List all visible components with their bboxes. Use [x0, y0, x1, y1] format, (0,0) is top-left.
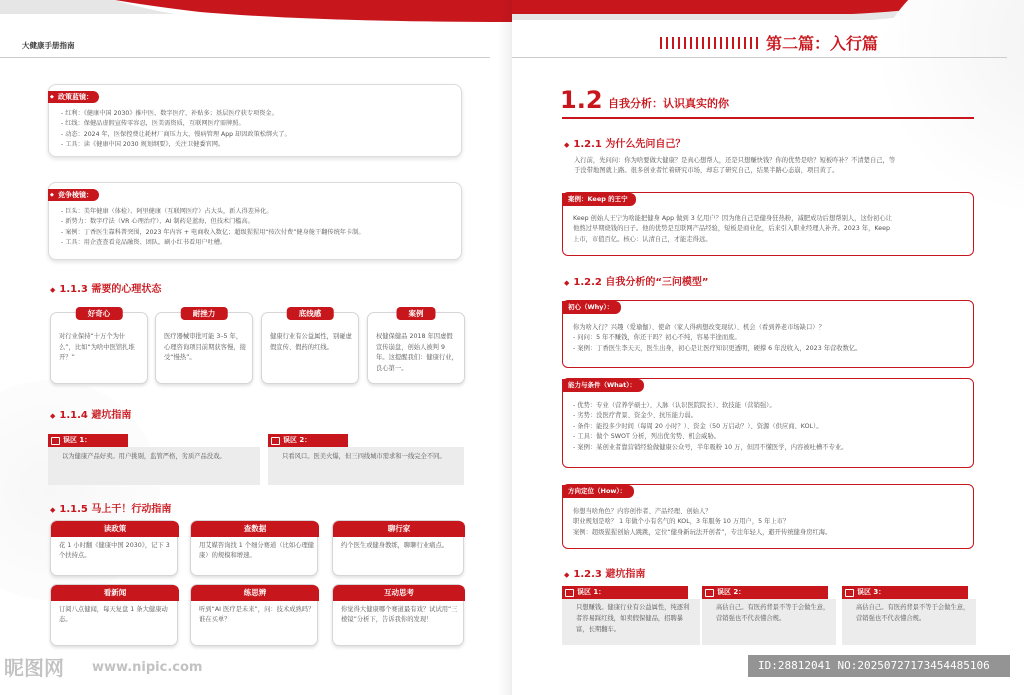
why-label: 初心（Why）： — [562, 301, 621, 314]
card-case — [367, 309, 465, 384]
action-card-read-policy — [50, 520, 178, 576]
header-rule — [0, 57, 490, 58]
what-text: - 优势：专业（营养学硕士）、人脉（认识医院院长）、软技能（营销强）。 - 劣势：没医疗背景、资金少、抗压能力弱。 - 条件：能投多少时间（每周 20 小时？）、资金（50 万启动？）、资源（供应商、KOL）。 - 工具：做个 SWOT 分析，列出优劣势、机会威胁。 - 案例：某创业者靠营销经验做健康公众号，半年吸粉 10 万，但因不懂医学，内容被吐槽不专业。 — [573, 402, 848, 451]
bg-swirl — [872, 0, 1024, 220]
keep-case-tag: 案例：Keep 的王宁 — [562, 193, 636, 206]
action-card-interactive — [332, 584, 464, 646]
intro-paragraph: 入行前，先问问：你为啥要做大健康？是真心想帮人，还是只想赚快钱？你的优势是啥？短板咋补？不清楚自己，等 于没带地图就上路。很多创业者忙着研究市场，却忘了研究自己，结果半路心态崩，项目黄了。 — [574, 157, 896, 175]
section-title-1-1-4: ◆ 1.1.4 避坑指南 — [50, 410, 132, 421]
action-card-news — [50, 584, 178, 646]
card-bottom-line — [261, 309, 359, 384]
section-title-1-1-3: ◆ 1.1.3 需要的心理状态 — [50, 284, 162, 295]
card-title: 聊行家 — [333, 521, 465, 537]
how-text: 你想当啥角色？内容创作者、产品经理、创始人？ 职业规划是啥？ 1 年做个小有名气的 KOL，3 年服务 10 万用户，5 年上市？ 案例：超级猩猩创始人跳跳，定位“健身新玩法开创者”，专注年轻人，避开传统健身房红海。 — [573, 508, 832, 536]
card-title: 查数据 — [191, 521, 319, 537]
watermark-id: ID:28812041 NO:20250727173454485106 — [748, 655, 1010, 677]
policy-tag: ◆ 政策蓝镜： — [48, 91, 99, 103]
myth-tag-1: 误区 1： — [48, 434, 128, 447]
card-text: 健康行业有公益属性，别碰虚假宣传、假药的红线。 — [270, 333, 352, 351]
section-title-1-2-3: ◆ 1.2.3 避坑指南 — [564, 569, 646, 580]
policy-box — [48, 84, 462, 157]
chapter-rule — [562, 117, 974, 119]
myth-tag-3: 误区 3： — [842, 586, 968, 599]
stripe-decoration — [660, 37, 760, 49]
keep-case-box — [562, 192, 974, 256]
right-page — [512, 0, 1024, 695]
chapter-number: 1.2 — [560, 86, 603, 114]
card-text: 听到“AI 医疗是未来”，问：技术成熟吗？谁在买单？ — [199, 606, 315, 624]
myth-text-3: 高估自己。有医药背景不等于会做生意，营销强也不代表懂合规。 — [842, 599, 976, 645]
card-title: 耐挫力 — [181, 307, 228, 320]
card-text: 对行业保持“十万个为什么”，比如“为啥中医馆扎堆开？” — [59, 333, 135, 361]
action-card-talk-expert — [332, 520, 464, 576]
card-title: 练思辨 — [191, 585, 319, 601]
card-text: 订阅八点健闻，每天复盘 1 条大健康动态。 — [59, 606, 168, 624]
card-title: 看新闻 — [51, 585, 179, 601]
keep-case-text: Keep 创始人王宁为啥能把健身 App 做到 3 亿用户？因为他自己是健身狂热粉，减肥成功后想帮别人，这份初心让 他熬过早期烧钱的日子。他的优势是互联网产品经验，短板是商业化，后来引入职业经理人补齐。2023 年，Keep 上市，市值百亿。核心：认清自己，才能走得远。 — [573, 215, 892, 243]
card-text: 花 1 小时翻《健康中国 2030》，记下 3 个扶持点。 — [59, 542, 170, 560]
what-label: 能力与条件（What）： — [562, 379, 644, 392]
section-title-1-2-2: ◆ 1.2.2 自我分析的“三问模型” — [564, 277, 709, 288]
watermark-url: www.nipic.com — [92, 660, 203, 675]
top-red-band — [0, 0, 512, 22]
myth-text-2: 只看风口。医美火爆，但三四线城市需求和一线完全不同。 — [268, 447, 464, 485]
card-text: 约个医生或健身教练，聊聊行业痛点。 — [341, 542, 449, 549]
myth-tag-1: 误区 1： — [562, 586, 688, 599]
why-box — [562, 300, 974, 368]
myth-text-2: 高估自己。有医药背景不等于会做生意，营销强也不代表懂合规。 — [702, 599, 836, 645]
action-card-check-data — [190, 520, 318, 576]
card-curiosity — [50, 309, 148, 384]
action-card-critical-thinking — [190, 584, 318, 646]
compete-tag: ◆ 竞争棱镜： — [48, 189, 99, 201]
myth-tag-2: 误区 2： — [702, 586, 828, 599]
running-header: 大健康手册指南 — [22, 41, 75, 50]
header-rule — [512, 57, 1007, 58]
how-label: 方向定位（How）： — [562, 485, 634, 498]
myth-text-1: 只想赚钱。健康行业有公益属性，纯逐利者容易踩红线，如卖假保健品，招聘暴富，长期翻车。 — [562, 599, 700, 645]
what-box — [562, 378, 974, 468]
myth-tag-2: 误区 2： — [268, 434, 348, 447]
compete-box — [48, 182, 462, 260]
myth-text-1: 以为健康产品好卖。用户挑剔，监管严格，劣质产品没戏。 — [48, 447, 260, 485]
section-title-1-2-1: ◆ 1.2.1 为什么先问自己？ — [564, 139, 686, 150]
compete-text: - 巨头：美年健康（体检）、阿里健康（互联网医疗）占大头，新人得差异化。 - 新势力：数字疗法（VR 心理治疗）、AI 制药是蓝海，但技术门槛高。 - 案例：丁香医生靠科普突围，2023 年内容 + 电商收入数亿；超级猩猩用“按次付费”健身舱干翻传统年卡制。 - 工具：用企查查看竞品融资、团队，刷小红书看用户吐槽。 — [61, 208, 365, 247]
part-title: 第二篇：入行篇 — [766, 34, 879, 53]
card-title: 好奇心 — [76, 307, 123, 320]
watermark-logo: 昵图网 — [4, 656, 64, 680]
card-title: 案例 — [397, 307, 436, 320]
card-title: 底线感 — [287, 307, 334, 320]
card-text: 权健保健品 2018 年因虚假宣传崩盘，创始人被判 9 年。这提醒我们：健康行业，良心第一。 — [376, 333, 458, 372]
card-text: 你觉得大健康哪个赛道最有戏？试试用“三棱镜”分析下，告诉我你的发现！ — [341, 606, 458, 624]
card-text: 用艾媒咨询找 1 个细分赛道（比如心理健康）的规模和增速。 — [199, 542, 315, 560]
section-title-1-1-5: ◆ 1.1.5 马上干！行动指南 — [50, 504, 172, 515]
card-title: 互动思考 — [333, 585, 465, 601]
how-box — [562, 484, 974, 549]
card-text: 医疗器械审批可能 3–5 年，心理咨询项目前期获客慢，接受“慢热”。 — [164, 333, 246, 361]
policy-text: - 红利：《健康中国 2030》推中医、数字医疗、补贴多；基层医疗获专项资金。 - 红线：保健品虚假宣传零容忍，医美需资质，互联网医疗需牌照。 - 动态：2024 年，医保控费让耗材厂商压力大，慢病管理 App 却因政策松绑火了。 - 工具：读《健康中国 2030 规划纲要》，关注卫健委官网。 — [61, 110, 291, 149]
card-title: 读政策 — [51, 521, 179, 537]
why-text: 你为啥入行？兴趣（爱瑜伽）、使命（家人得病想改变现状）、机会（看到养老市场缺口）？ - 问问：5 年不赚钱，你还干吗？初心不纯，容易半途而废。 - 案例：丁香医生李天天，医生出身，初心是让医疗知识更透明，硬撑 6 年没收入，2023 年营收数亿。 — [573, 324, 862, 352]
card-resilience — [155, 309, 253, 384]
chapter-title: 自我分析：认识真实的你 — [608, 97, 729, 110]
